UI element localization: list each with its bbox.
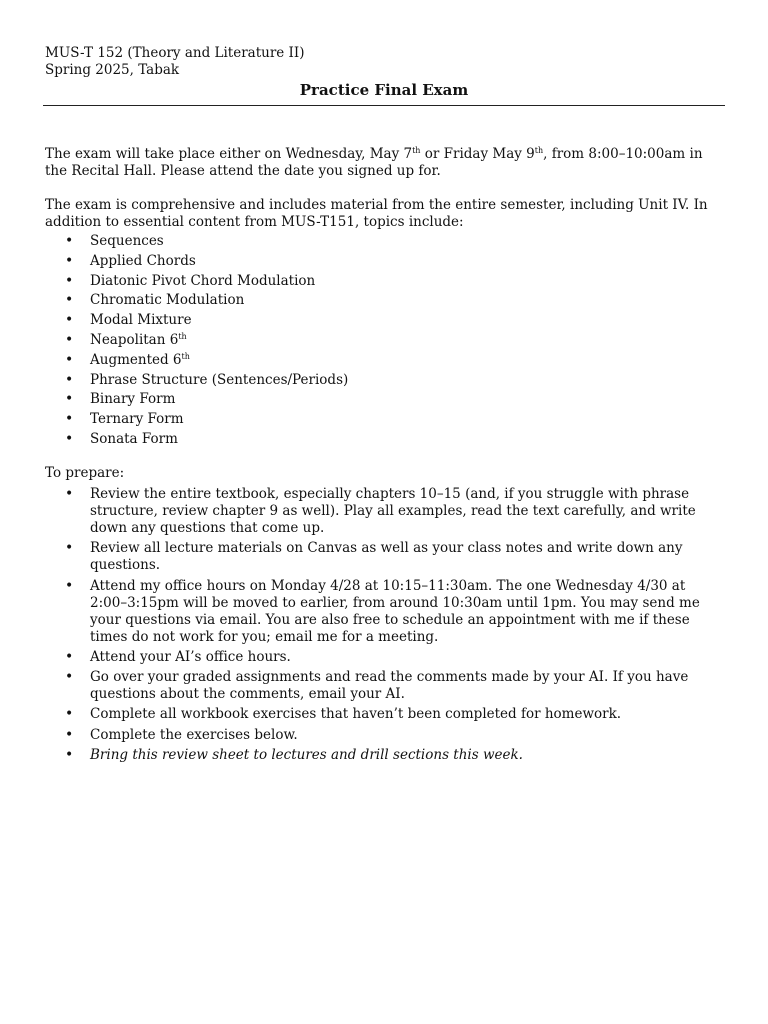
topics-list <box>45 232 725 450</box>
prepare-item: • Bring this review sheet to lectures and drill sections this week. <box>45 747 725 764</box>
topic-item: • Chromatic Modulation <box>45 291 725 311</box>
exam-date-sup-2: th <box>534 146 544 155</box>
prepare-item: • Go over your graded assignments and read the comments made by your AI. If you have questions about the comments, email your AI. <box>45 669 725 703</box>
topic-item: • Ternary Form <box>45 410 725 430</box>
topic-item: • Applied Chords <box>45 252 725 272</box>
prepare-item: • Review the entire textbook, especially chapters 10–15 (and, if you struggle with phrase structure, review chapter 9 as well). Play all examples, read the text carefully, and write down any questions that come up. <box>45 486 725 537</box>
exam-date-text-b: or Friday May 9 <box>420 146 535 162</box>
prepare-item: • Review all lecture materials on Canvas as well as your class notes and write down any questions. <box>45 540 725 574</box>
exam-content-paragraph: The exam is comprehensive and includes material from the entire semester, including Unit IV. In addition to essential content from MUS-T151, topics include: <box>45 197 708 230</box>
exam-date-paragraph <box>45 146 725 180</box>
topic-item: • Modal Mixture <box>45 311 725 331</box>
topic-item: • Diatonic Pivot Chord Modulation <box>45 272 725 292</box>
header-divider <box>43 105 725 106</box>
prepare-item: • Complete all workbook exercises that haven’t been completed for homework. <box>45 706 725 723</box>
course-header <box>45 45 305 79</box>
page-title: Practice Final Exam <box>299 81 469 99</box>
prepare-item: • Attend your AI’s office hours. <box>45 649 725 666</box>
topic-item: • Sonata Form <box>45 430 725 450</box>
topic-item: • Sequences <box>45 232 725 252</box>
course-title: MUS-T 152 (Theory and Literature II) <box>45 45 305 61</box>
course-term: Spring 2025, Tabak <box>45 62 180 78</box>
topic-item: • Augmented 6th <box>45 351 725 371</box>
topic-item: • Neapolitan 6th <box>45 331 725 351</box>
topic-item: • Binary Form <box>45 390 725 410</box>
prepare-item: • Attend my office hours on Monday 4/28 at 10:15–11:30am. The one Wednesday 4/30 at 2:00–3:15pm will be moved to earlier, from around 10:30am until 1pm. You may send me your questions via email. You are also free to schedule an appointment with me if these times do not work for you; email me for a meeting. <box>45 578 725 646</box>
prepare-list <box>45 486 725 767</box>
exam-date-text-a: The exam will take place either on Wednesday, May 7 <box>45 146 413 162</box>
prepare-item: • Complete the exercises below. <box>45 727 725 744</box>
topic-item: • Phrase Structure (Sentences/Periods) <box>45 371 725 391</box>
exam-date-text-c: , from 8:00–10:00am in the Recital Hall. Please attend the date you signed up for. <box>45 146 703 179</box>
exam-date-sup-1: th <box>412 146 421 155</box>
prepare-heading: To prepare: <box>45 465 125 481</box>
